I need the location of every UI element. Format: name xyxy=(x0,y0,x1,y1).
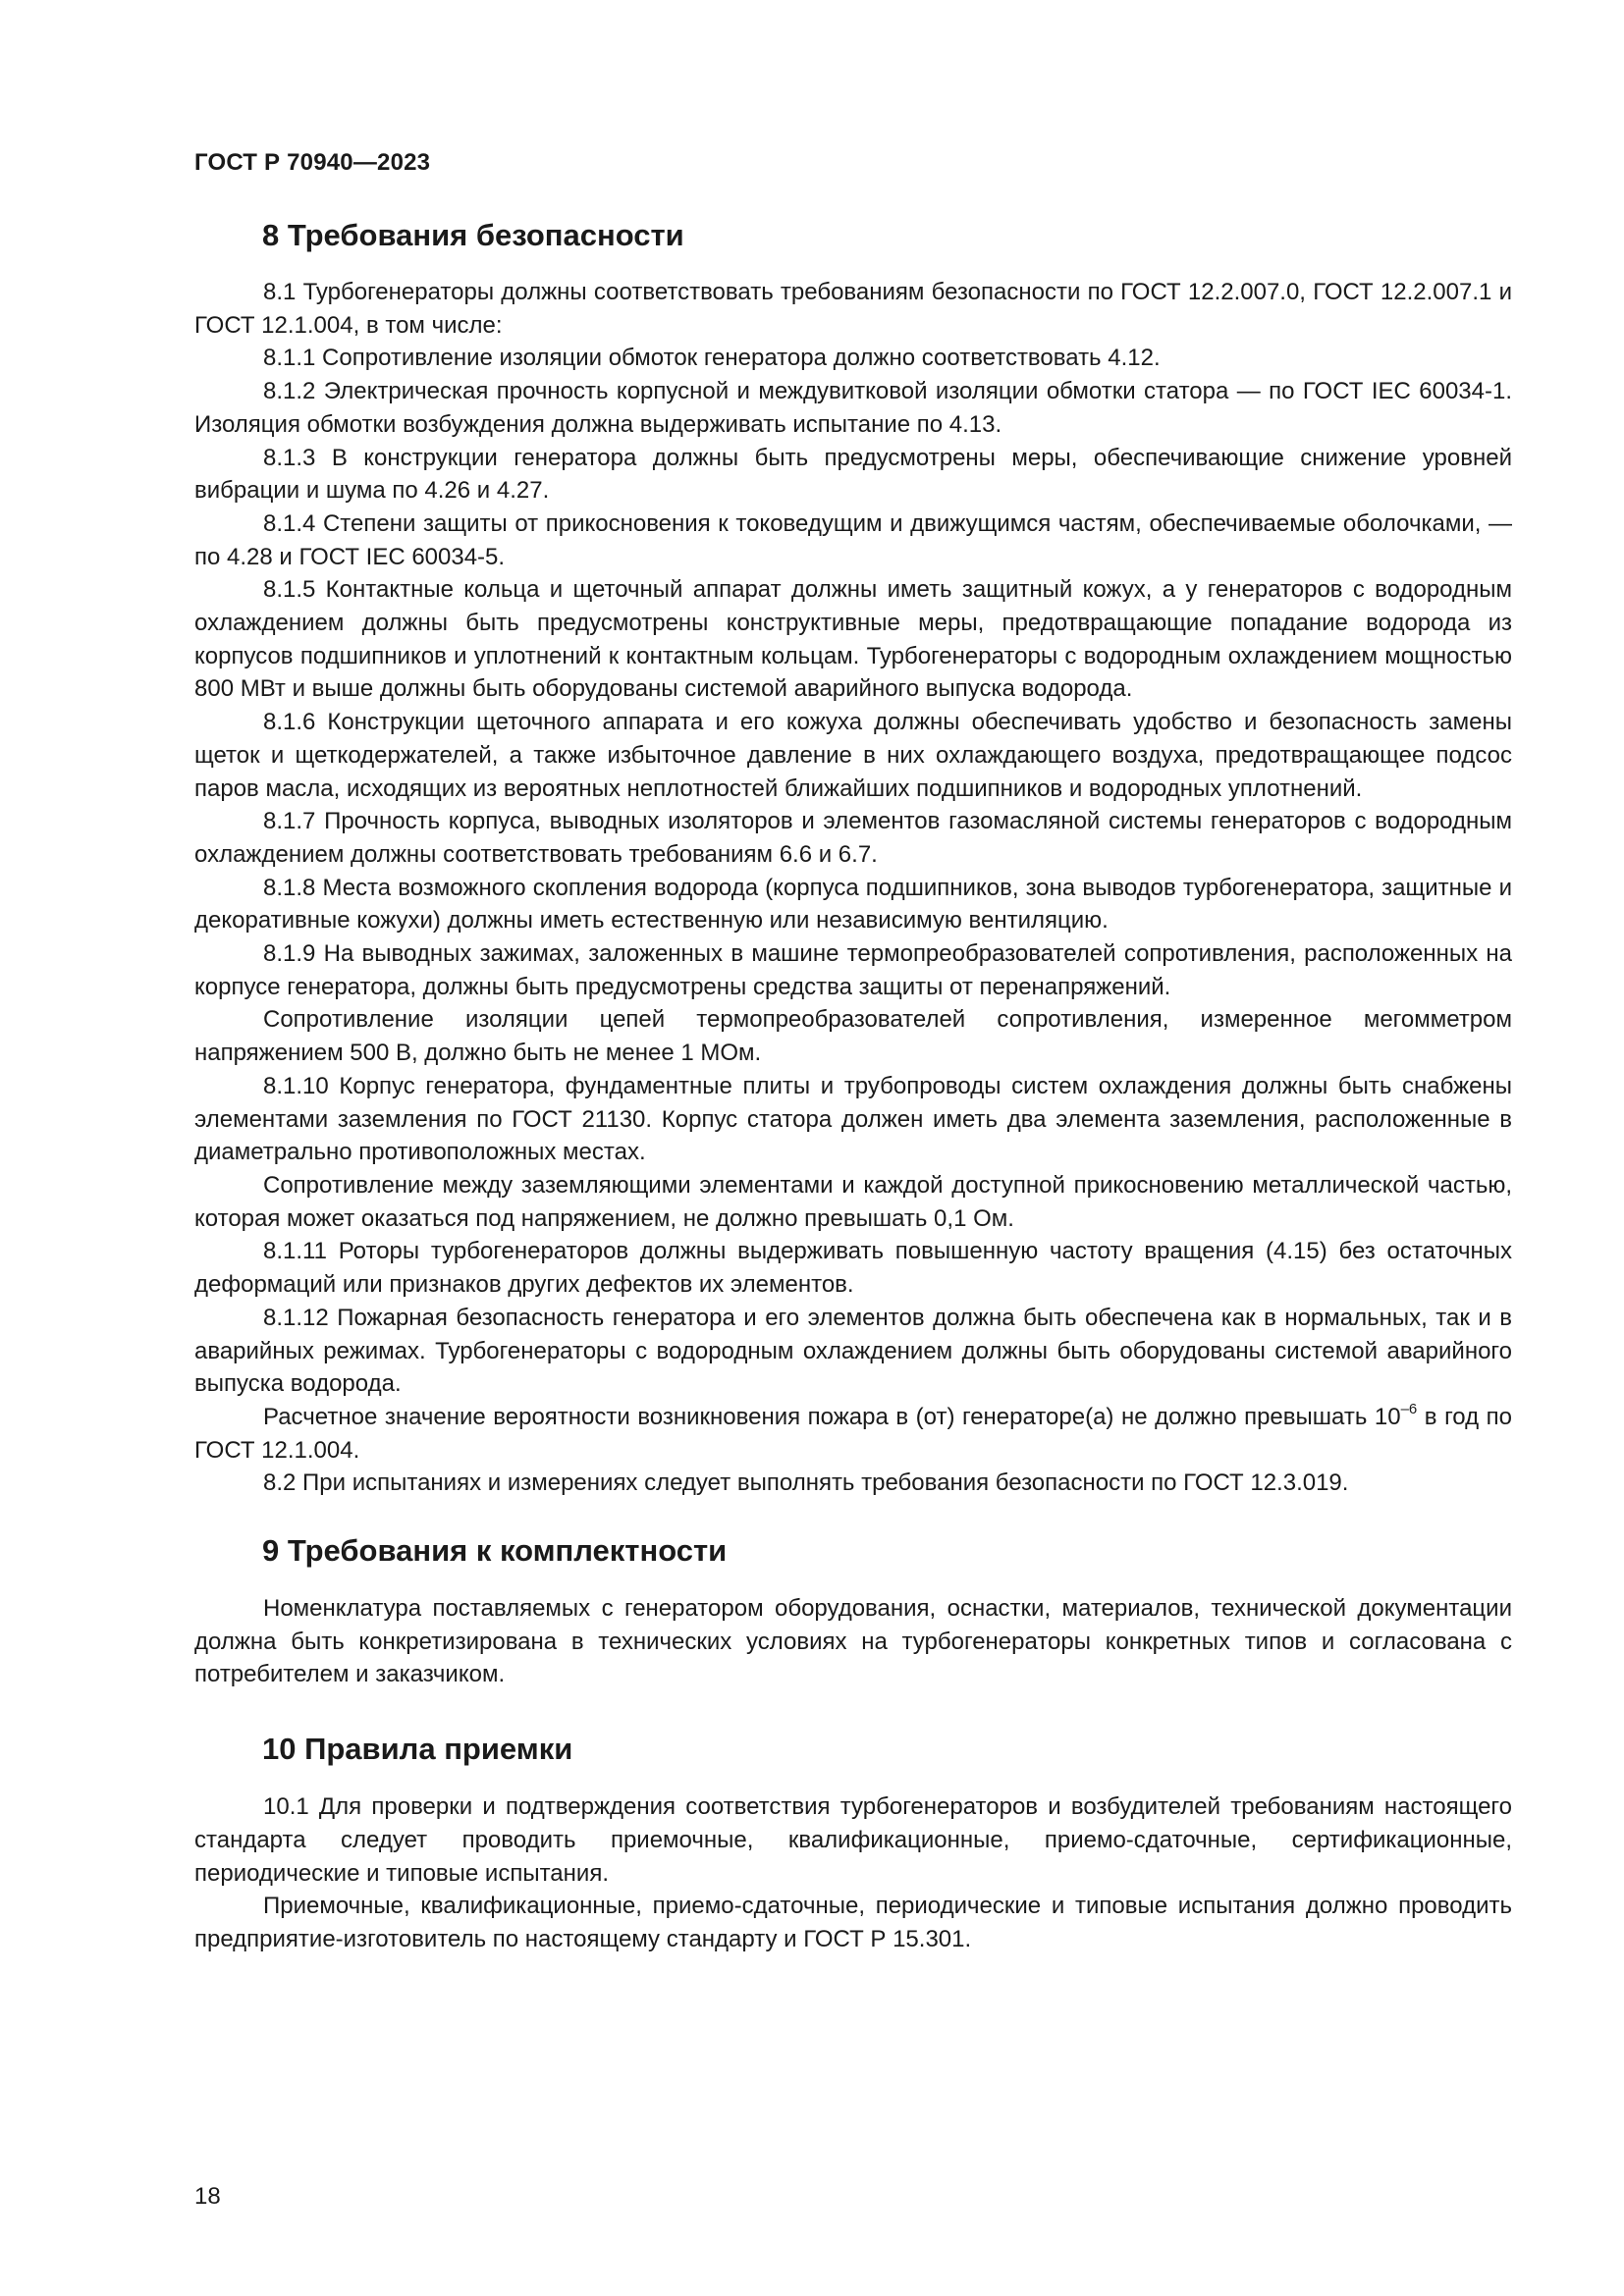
paragraph-8-1-3: 8.1.3 В конструкции генератора должны быть предусмотрены меры, обеспечивающие снижение уровней вибрации и шума по 4.26 и 4.27. xyxy=(194,444,1512,505)
paragraph-8-1-4: 8.1.4 Степени защиты от прикосновения к токоведущим и движущимся частям, обеспечиваемые оболочками, — по 4.28 и ГОСТ IEC 60034-5. xyxy=(194,509,1512,570)
paragraph-10-1: 10.1 Для проверки и подтверждения соответствия турбогенераторов и возбудителей требованиям настоящего стандарта следует проводить приемочные, квалификационные, приемо-сдаточные, сертификационные, периодические и типовые испытания. xyxy=(194,1793,1512,1887)
paragraph-8-1-10-resistance: Сопротивление между заземляющими элементами и каждой доступной прикосновению металлической частью, которая может оказаться под напряжением, не должно превышать 0,1 Ом. xyxy=(194,1171,1512,1232)
paragraph-8-1-9: 8.1.9 На выводных зажимах, заложенных в машине термопреобразователей сопротивления, расположенных на корпусе генератора, должны быть предусмотрены средства защиты от перенапряжений. xyxy=(194,940,1512,1000)
paragraph-8-1-11: 8.1.11 Роторы турбогенераторов должны выдерживать повышенную частоту вращения (4.15) без остаточных деформаций или признаков других дефектов их элементов. xyxy=(194,1238,1512,1299)
page-number: 18 xyxy=(194,2183,221,2210)
section-8-title: 8 Требования безопасности xyxy=(262,218,684,252)
paragraph-8-1-5: 8.1.5 Контактные кольца и щеточный аппарат должны иметь защитный кожух, а у генераторов с водородным охлаждением должны быть предусмотрены конструктивные меры, предотвращающие попадание водорода из корпусов подшипников и уплотнений к контактным кольцам. Турбогенераторы с водородным охлаждением мощностью 800 МВт и выше должны быть оборудованы системой аварийного выпуска водорода. xyxy=(194,576,1512,703)
paragraph-8-2: 8.2 При испытаниях и измерениях следует выполнять требования безопасности по ГОСТ 12.3.019. xyxy=(263,1469,1349,1497)
section-10-title: 10 Правила приемки xyxy=(262,1732,573,1767)
paragraph-8-1-9-resistance: Сопротивление изоляции цепей термопреобразователей сопротивления, измеренное мегомметром напряжением 500 В, должно быть не менее 1 МОм. xyxy=(194,1006,1512,1067)
paragraph-8-1-6: 8.1.6 Конструкции щеточного аппарата и его кожуха должны обеспечивать удобство и безопасность замены щеток и щеткодержателей, а также избыточное давление в них охлаждающего воздуха, предотвращающее подсос паров масла, исходящих из вероятных неплотностей ближайших подшипников и водородных уплотнений. xyxy=(194,709,1512,802)
paragraph-8-1-12: 8.1.12 Пожарная безопасность генератора и его элементов должна быть обеспечена как в нормальных, так и в аварийных режимах. Турбогенераторы с водородным охлаждением должны быть оборудованы системой аварийного выпуска водорода. xyxy=(194,1304,1512,1398)
paragraph-fire-probability xyxy=(194,1401,1512,1467)
paragraph-9: Номенклатура поставляемых с генератором оборудования, оснастки, материалов, технической документации должна быть конкретизирована в технических условиях на турбогенераторы конкретных типов и согласована с потребителем и заказчиком. xyxy=(194,1595,1512,1688)
section-9-title: 9 Требования к комплектности xyxy=(262,1533,728,1569)
document-body xyxy=(194,218,1512,1956)
paragraph-8-1-8: 8.1.8 Места возможного скопления водорода (корпуса подшипников, зона выводов турбогенератора, защитные и декоративные кожухи) должны иметь естественную или независимую вентиляцию. xyxy=(194,874,1512,934)
fire-prob-text: Расчетное значение вероятности возникновения пожара в (от) генераторе(а) не должно превышать 10 xyxy=(263,1403,1401,1430)
paragraph-8-1-2: 8.1.2 Электрическая прочность корпусной и междувитковой изоляции обмотки статора — по ГОСТ IEC 60034-1. Изоляция обмотки возбуждения должна выдерживать испытание по 4.13. xyxy=(194,378,1512,438)
fire-prob-exponent: –6 xyxy=(1400,1400,1418,1417)
paragraph-8-1-7: 8.1.7 Прочность корпуса, выводных изоляторов и элементов газомасляной системы генераторов с водородным охлаждением должны соответствовать требованиям 6.6 и 6.7. xyxy=(194,808,1512,868)
paragraph-10-1-tests: Приемочные, квалификационные, приемо-сдаточные, периодические и типовые испытания должно проводить предприятие-изготовитель по настоящему стандарту и ГОСТ Р 15.301. xyxy=(194,1893,1512,1952)
paragraph-8-1-1: 8.1.1 Сопротивление изоляции обмоток генератора должно соответствовать 4.12. xyxy=(263,345,1161,372)
fire-prob-tail: в год по ГОСТ 12.1.004. xyxy=(194,1403,1512,1464)
paragraph-8-1: 8.1 Турбогенераторы должны соответствовать требованиям безопасности по ГОСТ 12.2.007.0, ГОСТ 12.2.007.1 и ГОСТ 12.1.004, в том числе: xyxy=(194,279,1512,339)
document-header: ГОСТ Р 70940—2023 xyxy=(194,149,431,176)
paragraph-8-1-10: 8.1.10 Корпус генератора, фундаментные плиты и трубопроводы систем охлаждения должны быть снабжены элементами заземления по ГОСТ 21130. Корпус статора должен иметь два элемента заземления, расположенные в диаметрально противоположных местах. xyxy=(194,1072,1512,1166)
